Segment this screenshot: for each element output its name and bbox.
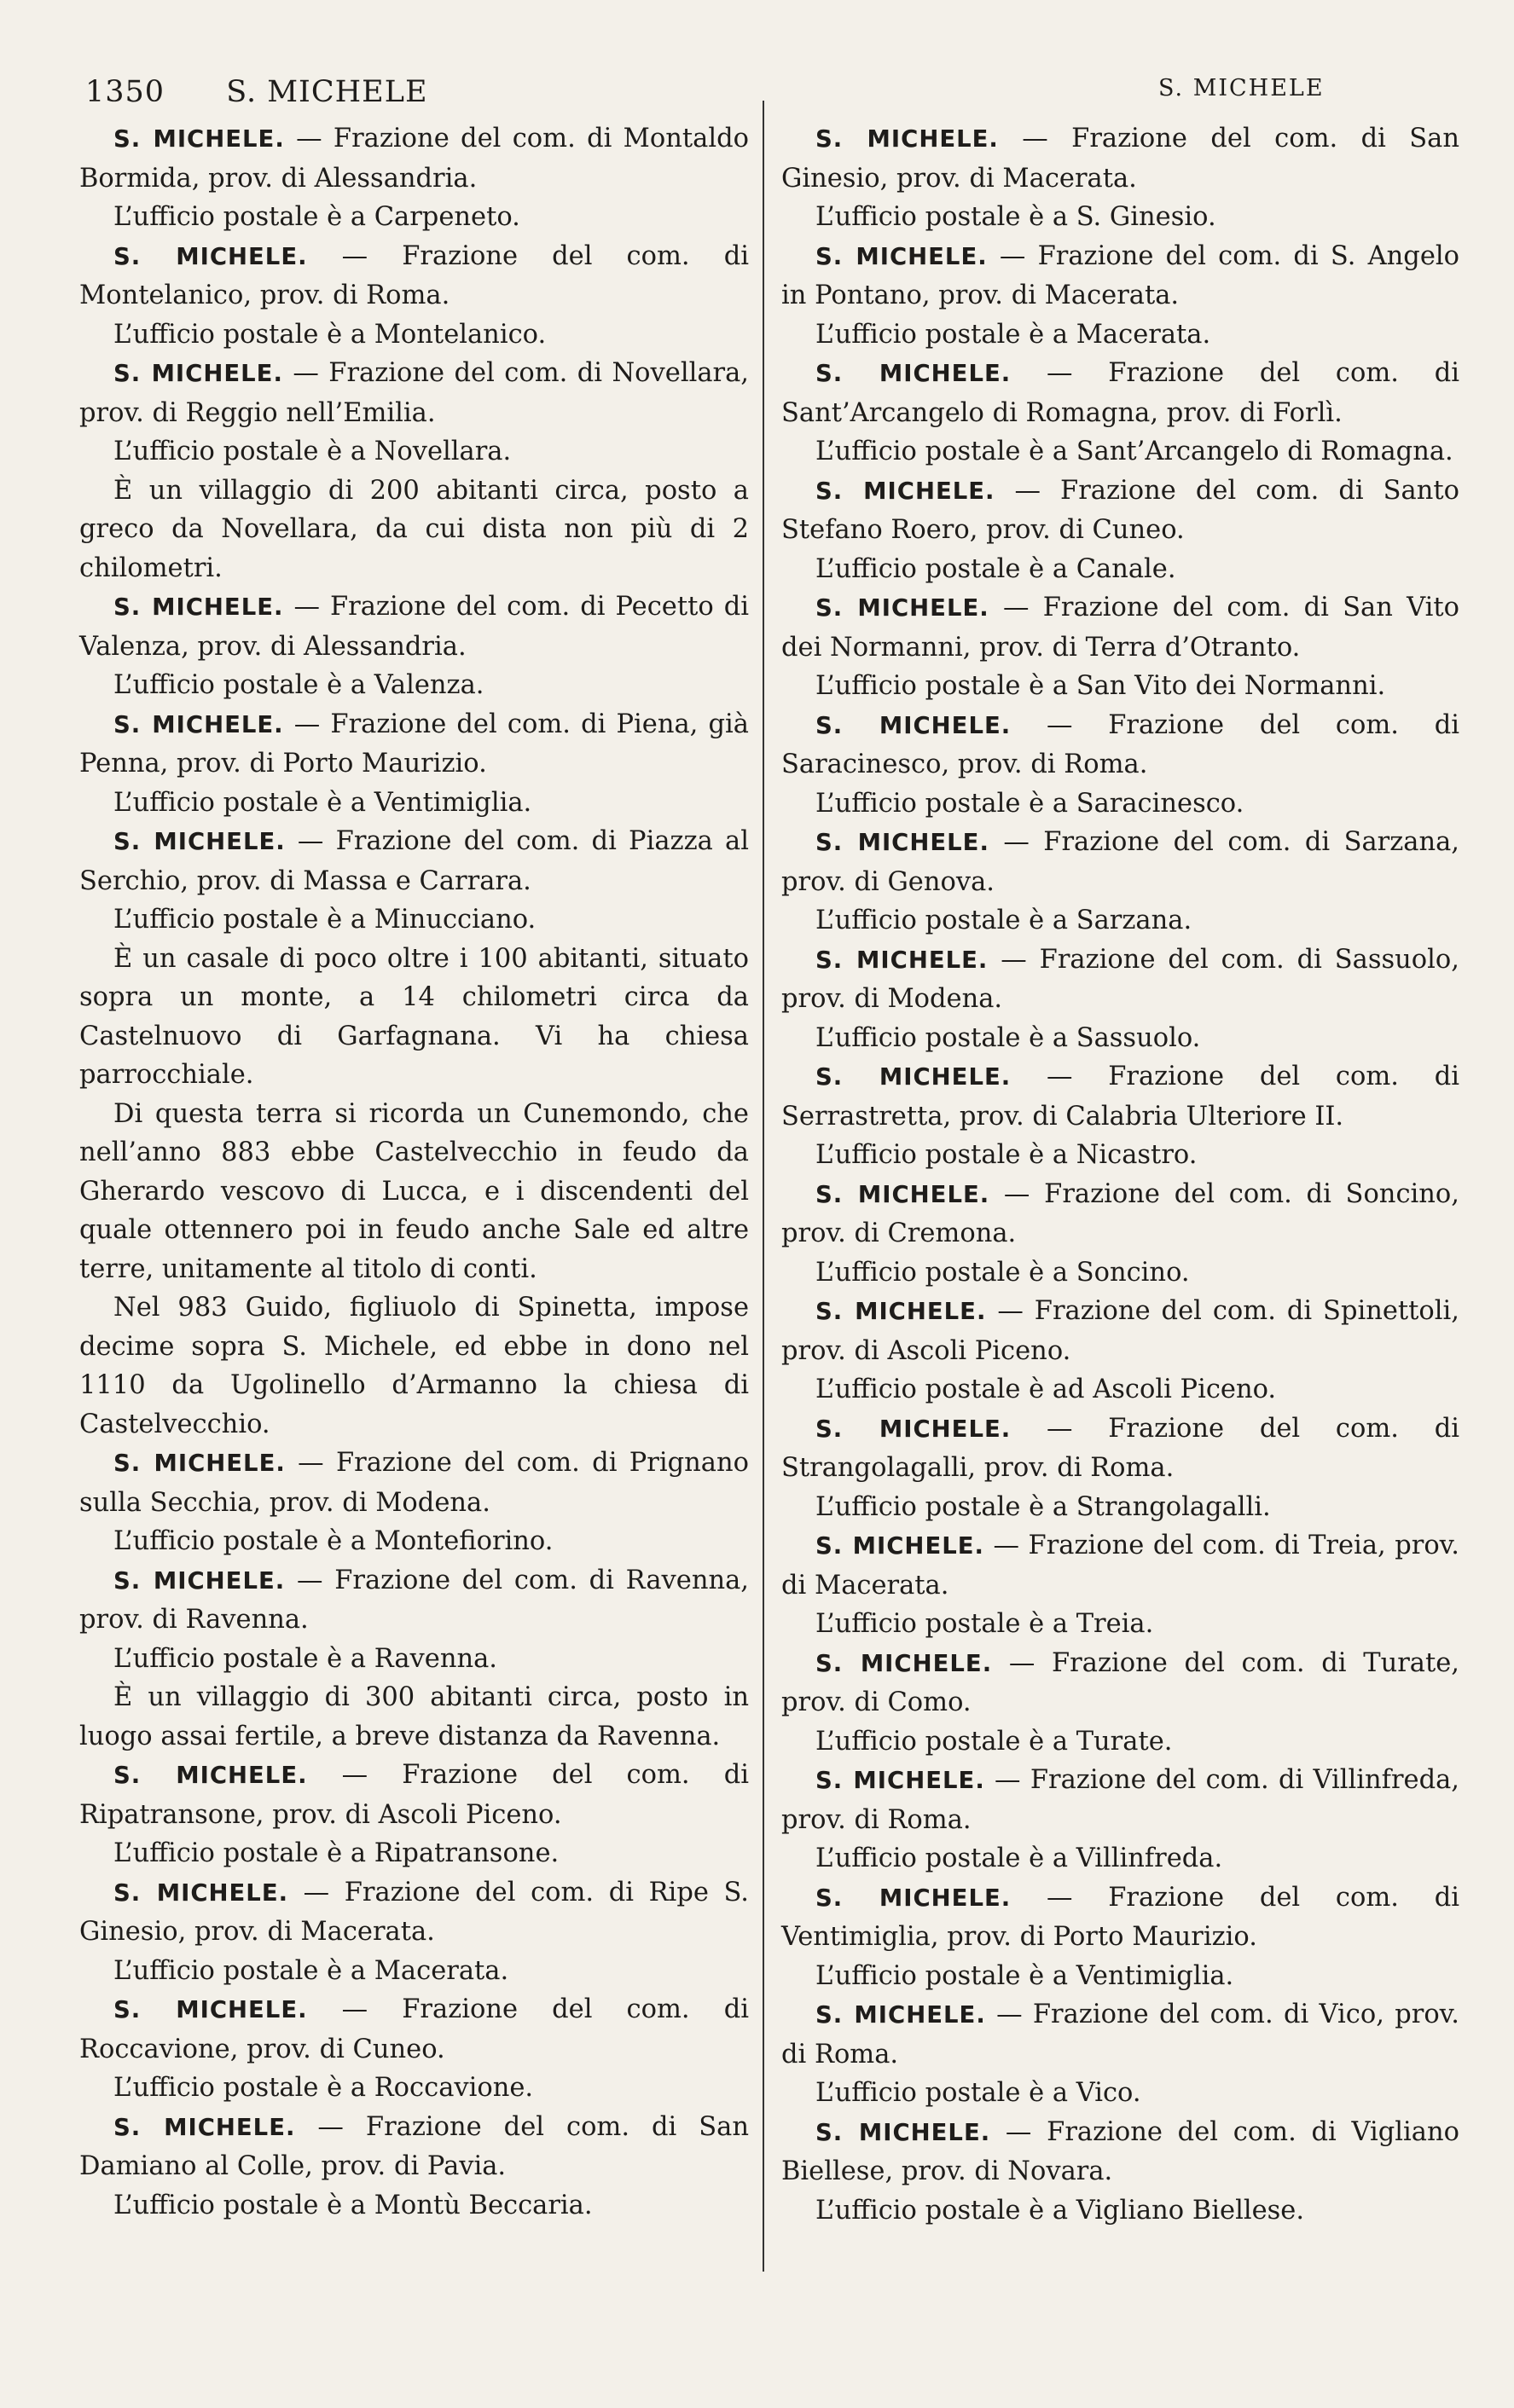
entry-text: — Frazione del com. di S. Angelo in Pontano, prov. di Macerata. xyxy=(781,240,1459,310)
entry-paragraph: L’ufficio postale è a Sarzana. xyxy=(815,906,1192,935)
entry-headword: S. MICHELE. xyxy=(815,711,1012,739)
entry xyxy=(79,588,749,705)
entry-headword: S. MICHELE. xyxy=(113,2113,296,2141)
entry-paragraph: L’ufficio postale è a Ventimiglia. xyxy=(113,787,532,818)
entry-headword: S. MICHELE. xyxy=(815,1415,1012,1443)
entry xyxy=(79,119,749,237)
entry-paragraph: L’ufficio postale è a Roccavione. xyxy=(113,2073,534,2103)
entry-text: — Frazione del com. di Saracinesco, prov. di Roma. xyxy=(781,709,1459,779)
entry xyxy=(79,1561,749,1757)
entry-definition xyxy=(781,1995,1459,2074)
entry xyxy=(781,1644,1459,1762)
entry-headword: S. MICHELE. xyxy=(815,946,989,974)
entry xyxy=(781,1175,1459,1293)
entry-headword: S. MICHELE. xyxy=(815,1063,1012,1091)
running-title-left: S. MICHELE xyxy=(226,75,428,109)
entry-headword: S. MICHELE. xyxy=(815,242,988,270)
entry-definition xyxy=(79,354,749,432)
entry-text: — Frazione del com. di San Vito dei Normanni, prov. di Terra d’Otranto. xyxy=(781,593,1459,663)
entry-paragraph: L’ufficio postale è a Macerata. xyxy=(113,1955,509,1986)
entry-text: — Frazione del com. di Serrastretta, prov. di Calabria Ulteriore II. xyxy=(781,1062,1459,1132)
entry-definition xyxy=(79,1990,749,2069)
entry-paragraph: L’ufficio postale è a Saracinesco. xyxy=(815,788,1244,819)
entry-headword: S. MICHELE. xyxy=(113,125,285,153)
entry-text: — Frazione del com. di Montaldo Bormida, prov. di Alessandria. xyxy=(79,124,749,194)
entry-headword: S. MICHELE. xyxy=(815,1532,984,1560)
page-number: 1350 xyxy=(85,75,165,109)
entry-paragraph: L’ufficio postale è a Villinfreda. xyxy=(815,1844,1223,1873)
entry-headword: S. MICHELE. xyxy=(815,125,999,153)
entry-definition xyxy=(781,472,1459,550)
entry-headword: S. MICHELE. xyxy=(815,360,1012,387)
entry-headword: S. MICHELE. xyxy=(113,1996,308,2023)
entry xyxy=(79,2108,749,2226)
entry xyxy=(79,1873,749,1991)
entry-paragraph: È un villaggio di 200 abitanti circa, posto a greco da Novellara, da cui dista non più di 2 chilometri. xyxy=(79,475,749,583)
entry-text: — Frazione del com. di Treia, prov. di Macerata. xyxy=(781,1531,1459,1601)
entry xyxy=(781,472,1459,589)
entry-paragraph: Nel 983 Guido, figliuolo di Spinetta, impose decime sopra S. Michele, ed ebbe in dono nel 1110 da Ugolinello d’Armanno la chiesa di Castelvecchio. xyxy=(79,1293,749,1439)
entry-paragraph: L’ufficio postale è a Carpeneto. xyxy=(113,202,520,232)
entry-headword: S. MICHELE. xyxy=(815,2001,986,2029)
entry xyxy=(781,2113,1459,2231)
entry-text: — Frazione del com. di Ventimiglia, prov. di Porto Maurizio. xyxy=(781,1882,1459,1952)
entry-paragraph: L’ufficio postale è a Nicastro. xyxy=(815,1140,1198,1170)
entry-definition xyxy=(781,119,1459,198)
entry xyxy=(781,237,1459,355)
entry-paragraph: L’ufficio postale è a Ravenna. xyxy=(113,1643,497,1674)
entry-paragraph: L’ufficio postale è a Vico. xyxy=(815,2078,1141,2108)
entry-paragraph: L’ufficio postale è a Strangolagalli. xyxy=(815,1491,1271,1522)
entry-definition xyxy=(781,588,1459,667)
entry-definition xyxy=(79,1756,749,1834)
entry-definition xyxy=(781,2113,1459,2191)
entry-headword: S. MICHELE. xyxy=(113,1878,289,1907)
entry xyxy=(781,706,1459,824)
entry xyxy=(781,588,1459,706)
entry-headword: S. MICHELE. xyxy=(113,710,284,738)
entry-text: — Frazione del com. di Villinfreda, prov. di Roma. xyxy=(781,1765,1459,1835)
entry-definition xyxy=(781,1761,1459,1839)
entry-definition xyxy=(781,354,1459,432)
entry-headword: S. MICHELE. xyxy=(815,1649,993,1677)
entry-headword: S. MICHELE. xyxy=(815,1767,985,1794)
entry xyxy=(781,1995,1459,2113)
entry-text: — Frazione del com. di Pecetto di Valenza, prov. di Alessandria. xyxy=(79,592,749,662)
entry-paragraph: L’ufficio postale è a Ripatransone. xyxy=(113,1838,560,1868)
entry-paragraph: Di questa terra si ricorda un Cunemondo, che nell’anno 883 ebbe Castelvecchio in feudo da Gherardo vescovo di Lucca, e i discendenti del quale ottennero poi in feudo anche Sale ed altre terre, unitamente al titolo di conti. xyxy=(79,1098,749,1284)
entry-paragraph: L’ufficio postale è a Soncino. xyxy=(815,1257,1190,1288)
entry-paragraph: L’ufficio postale è a Montefiorino. xyxy=(113,1526,554,1556)
entry-text: — Frazione del com. di Roccavione, prov. di Cuneo. xyxy=(79,1994,749,2064)
entry-definition xyxy=(79,119,749,198)
right-column xyxy=(781,119,1459,2230)
entry-definition xyxy=(781,1057,1459,1136)
entry-text: — Frazione del com. di Santo Stefano Roero, prov. di Cuneo. xyxy=(781,475,1459,545)
entry-definition xyxy=(781,823,1459,901)
entry-definition xyxy=(781,237,1459,315)
entry-headword: S. MICHELE. xyxy=(815,1180,990,1208)
entry xyxy=(79,354,749,588)
entry xyxy=(781,1526,1459,1644)
entry-text: — Frazione del com. di Sarzana, prov. di Genova. xyxy=(781,827,1459,897)
entry xyxy=(781,1292,1459,1409)
entry xyxy=(781,119,1459,237)
entry-paragraph: L’ufficio postale è a S. Ginesio. xyxy=(815,202,1216,232)
entry-paragraph: L’ufficio postale è a Canale. xyxy=(815,553,1176,584)
entry-paragraph: L’ufficio postale è ad Ascoli Piceno. xyxy=(815,1375,1277,1404)
entry-paragraph: L’ufficio postale è a Sassuolo. xyxy=(815,1022,1201,1053)
entry-definition xyxy=(79,588,749,666)
entry-definition xyxy=(79,1561,749,1640)
entry-paragraph: L’ufficio postale è a Montelanico. xyxy=(113,319,547,350)
entry-definition xyxy=(79,2108,749,2186)
entry-paragraph: L’ufficio postale è a Minucciano. xyxy=(113,905,537,935)
entry-headword: S. MICHELE. xyxy=(113,242,308,270)
entry-text: — Frazione del com. di Vico, prov. di Roma. xyxy=(781,2000,1459,2069)
entry-text: — Frazione del com. di Montelanico, prov. di Roma. xyxy=(79,240,749,310)
entry xyxy=(79,822,749,1444)
entry-definition xyxy=(79,1444,749,1522)
entry-headword: S. MICHELE. xyxy=(815,2118,991,2146)
entry-definition xyxy=(781,1409,1459,1488)
entry-headword: S. MICHELE. xyxy=(113,828,286,855)
entry xyxy=(79,1990,749,2108)
running-title-right: S. MICHELE xyxy=(1158,75,1325,101)
entry-paragraph: L’ufficio postale è a Novellara. xyxy=(113,437,512,466)
entry-text: — Frazione del com. di Sassuolo, prov. di Modena. xyxy=(781,944,1459,1014)
entry-definition xyxy=(781,1644,1459,1722)
entry-paragraph: L’ufficio postale è a Macerata. xyxy=(815,319,1211,350)
entry-text: — Frazione del com. di Piazza al Serchio, prov. di Massa e Carrara. xyxy=(79,826,749,896)
entry-text: — Frazione del com. di Vigliano Biellese, prov. di Novara. xyxy=(781,2116,1459,2186)
entry-headword: S. MICHELE. xyxy=(113,360,283,387)
entry-text: — Frazione del com. di Ravenna, prov. di Ravenna. xyxy=(79,1565,749,1635)
entry-text: — Frazione del com. di Prignano sulla Secchia, prov. di Modena. xyxy=(79,1448,750,1518)
entry-text: — Frazione del com. di Turate, prov. di Como. xyxy=(781,1647,1459,1717)
entry-definition xyxy=(781,1292,1459,1370)
entry-definition xyxy=(781,706,1459,784)
entry-headword: S. MICHELE. xyxy=(113,1762,308,1789)
entry xyxy=(781,1057,1459,1175)
entry-text: — Frazione del com. di Ripe S. Ginesio, prov. di Macerata. xyxy=(79,1877,749,1947)
entry-text: — Frazione del com. di Spinettoli, prov. di Ascoli Piceno. xyxy=(781,1296,1459,1366)
entry-definition xyxy=(79,237,749,315)
entry-paragraph: L’ufficio postale è a Turate. xyxy=(815,1726,1173,1757)
entry-paragraph: L’ufficio postale è a Vigliano Biellese. xyxy=(815,2195,1305,2226)
entry-headword: S. MICHELE. xyxy=(815,829,989,856)
entry-definition xyxy=(781,1878,1459,1957)
entry xyxy=(781,1761,1459,1878)
entry-definition xyxy=(79,822,749,900)
entry xyxy=(79,237,749,355)
left-column xyxy=(79,119,749,2225)
entry-headword: S. MICHELE. xyxy=(113,593,284,621)
entry xyxy=(781,1409,1459,1527)
entry xyxy=(79,1756,749,1873)
entry-paragraph: È un casale di poco oltre i 100 abitanti, situato sopra un monte, a 14 chilometri circa da Castelnuovo di Garfagnana. Vi ha chiesa parrocchiale. xyxy=(79,943,749,1090)
entry xyxy=(79,705,749,823)
entry-paragraph: L’ufficio postale è a Ventimiglia. xyxy=(815,1960,1234,1991)
entry-definition xyxy=(79,705,749,784)
entry-headword: S. MICHELE. xyxy=(113,1450,286,1477)
entry-headword: S. MICHELE. xyxy=(815,1884,1012,1912)
entry-paragraph: L’ufficio postale è a Treia. xyxy=(815,1609,1154,1639)
column-divider xyxy=(763,101,764,2272)
entry xyxy=(79,1444,749,1561)
entry xyxy=(781,823,1459,941)
entry-text: — Frazione del com. di Sant’Arcangelo di Romagna, prov. di Forlì. xyxy=(781,358,1459,428)
entry-definition xyxy=(781,941,1459,1019)
entry-text: — Frazione del com. di Piena, già Penna, prov. di Porto Maurizio. xyxy=(79,709,749,779)
entry xyxy=(781,354,1459,472)
entry-text: — Frazione del com. di Novellara, prov. di Reggio nell’Emilia. xyxy=(79,358,749,428)
entry-paragraph: L’ufficio postale è a Valenza. xyxy=(113,670,484,700)
entry-paragraph: L’ufficio postale è a Sant’Arcangelo di Romagna. xyxy=(815,437,1453,466)
entry-headword: S. MICHELE. xyxy=(815,477,995,505)
entry-paragraph: È un villaggio di 300 abitanti circa, posto in luogo assai fertile, a breve distanza da Ravenna. xyxy=(79,1682,749,1751)
entry-definition xyxy=(79,1873,749,1952)
entry-headword: S. MICHELE. xyxy=(815,594,989,622)
entry-definition xyxy=(781,1175,1459,1253)
entry-headword: S. MICHELE. xyxy=(815,1298,987,1325)
entry-definition xyxy=(781,1526,1459,1605)
entry xyxy=(781,1878,1459,1996)
entry-text: — Frazione del com. di San Ginesio, prov. di Macerata. xyxy=(781,124,1459,194)
entry xyxy=(781,941,1459,1058)
page-header-left xyxy=(85,75,428,109)
entry-text: — Frazione del com. di Ripatransone, prov. di Ascoli Piceno. xyxy=(79,1760,749,1830)
entry-text: — Frazione del com. di Soncino, prov. di Cremona. xyxy=(781,1178,1459,1248)
entry-paragraph: L’ufficio postale è a Montù Beccaria. xyxy=(113,2190,593,2220)
entry-text: — Frazione del com. di Strangolagalli, prov. di Roma. xyxy=(781,1413,1459,1483)
entry-text: — Frazione del com. di San Damiano al Colle, prov. di Pavia. xyxy=(79,2111,749,2181)
entry-headword: S. MICHELE. xyxy=(113,1566,286,1595)
entry-paragraph: L’ufficio postale è a San Vito dei Normanni. xyxy=(815,671,1386,701)
